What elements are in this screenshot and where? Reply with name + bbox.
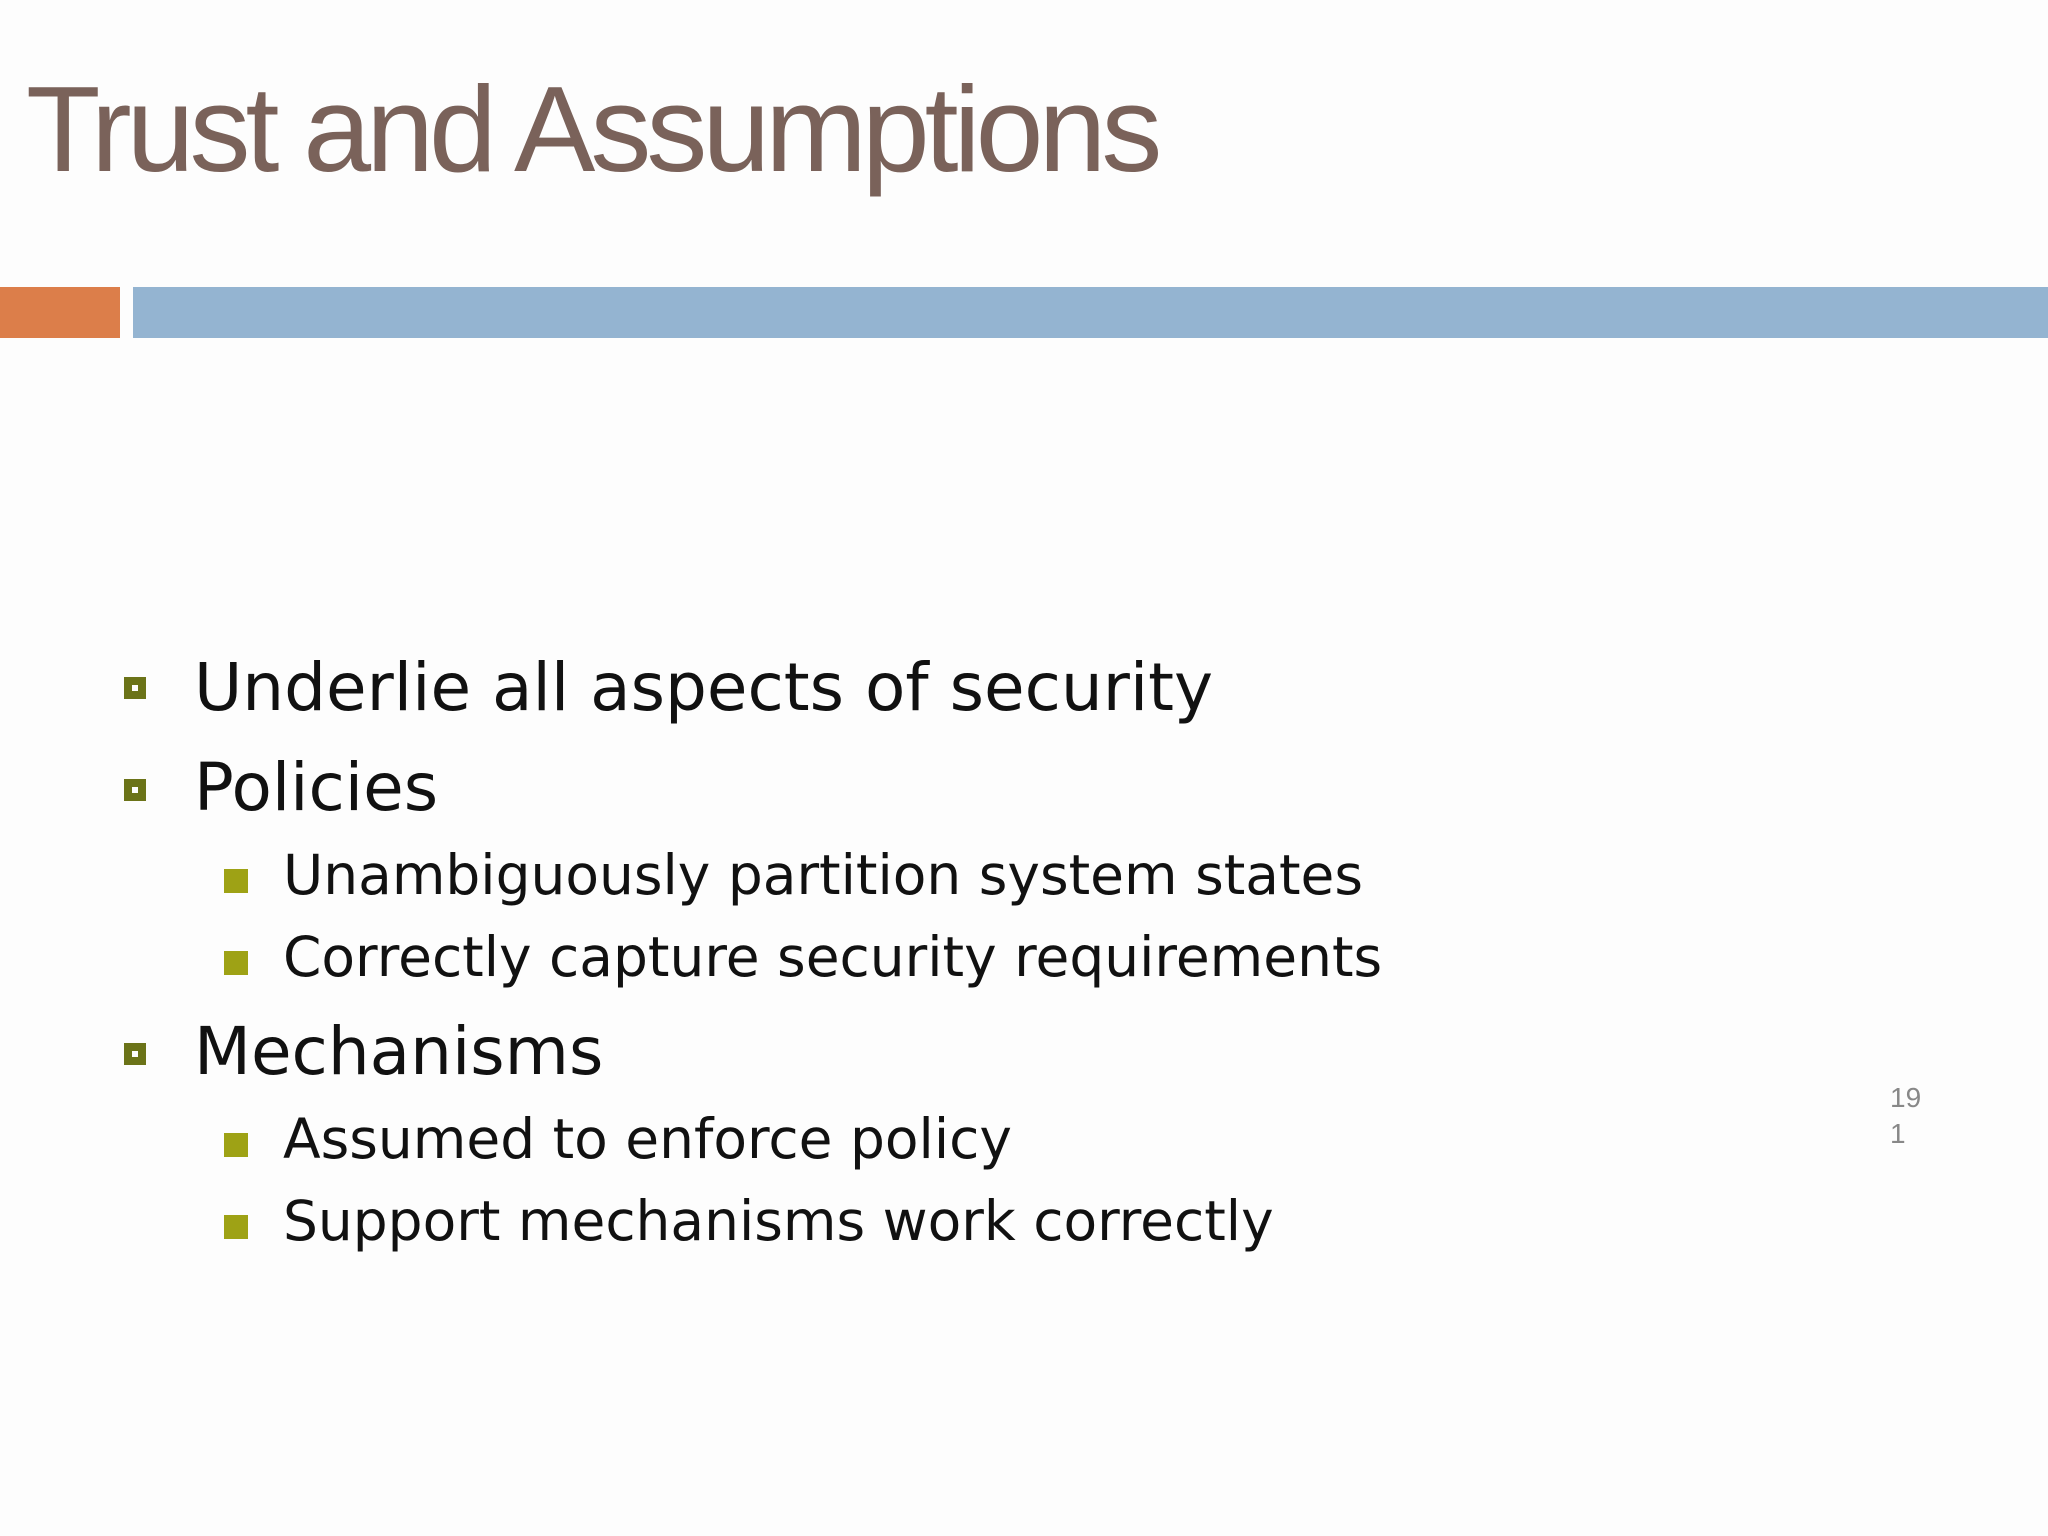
sub-bullet-text: Support mechanisms work correctly — [283, 1189, 1274, 1253]
hollow-square-bullet-icon — [124, 779, 146, 801]
bullet-text: Mechanisms — [194, 1013, 604, 1090]
slide-number-line-1: 19 — [1890, 1082, 1922, 1113]
slide-number-line-2: 1 — [1890, 1118, 1906, 1149]
sub-bullet-text: Assumed to enforce policy — [283, 1107, 1012, 1171]
slide-number — [1890, 1080, 1950, 1152]
bullet-text: Policies — [194, 749, 439, 826]
filled-square-bullet-icon — [224, 951, 248, 975]
sub-bullet-text: Unambiguously partition system states — [283, 843, 1364, 907]
filled-square-bullet-icon — [224, 1215, 248, 1239]
hollow-square-bullet-icon — [124, 677, 146, 699]
hollow-square-bullet-icon — [124, 1043, 146, 1065]
bullet-text: Underlie all aspects of security — [194, 649, 1214, 726]
filled-square-bullet-icon — [224, 1133, 248, 1157]
filled-square-bullet-icon — [224, 869, 248, 893]
slide-title: Trust and Assumptions — [26, 61, 1158, 197]
sub-bullet-text: Correctly capture security requirements — [283, 925, 1383, 989]
